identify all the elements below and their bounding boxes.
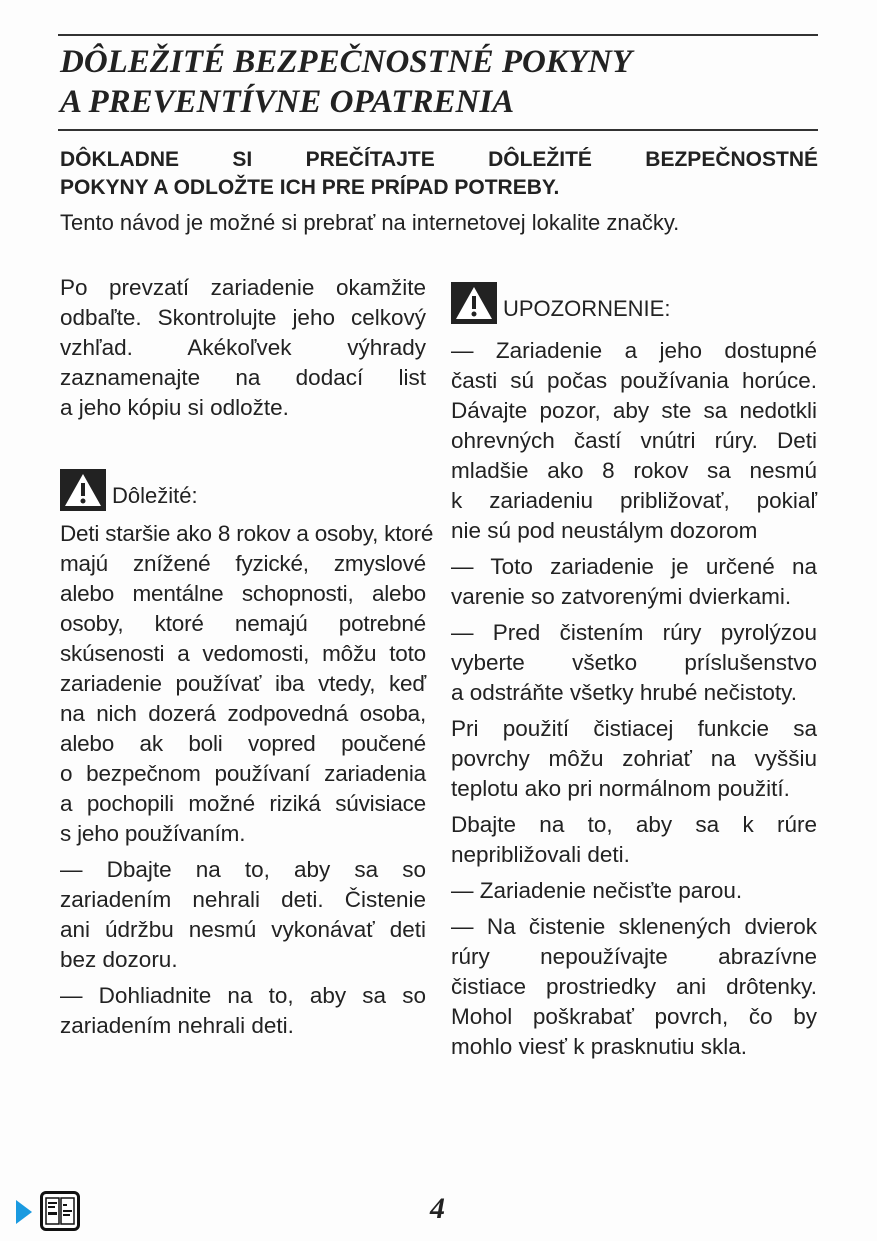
heading-line1: DÔKLADNE SI PREČÍTAJTE DÔLEŽITÉ BEZPEČNOSTNÉ — [60, 148, 818, 171]
text-line: zariadenie používať iba vtedy, keď — [60, 671, 426, 696]
text-line: ani údržbu nesmú vykonávať deti — [60, 917, 426, 942]
page-title-line1: DÔLEŽITÉ BEZPEČNOSTNÉ POKYNY — [60, 44, 633, 80]
text-line: a odstráňte všetky hrubé nečistoty. — [451, 680, 798, 705]
text-line: nie sú pod neustálym dozorom — [451, 518, 758, 543]
warning-icon — [451, 282, 497, 324]
text-line: časti sú počas používania horúce. — [451, 368, 817, 393]
important-label: Dôležité: — [112, 483, 198, 508]
text-line: — Toto zariadenie je určené na — [451, 554, 817, 579]
text-line: teplotu ako pri normálnom použití. — [451, 776, 790, 801]
text-line: vyberte všetko príslušenstvo — [451, 650, 817, 675]
text-line: majú znížené fyzické, zmyslové — [60, 551, 426, 576]
paragraph-unpack — [60, 273, 426, 423]
text-line: mladšie ako 8 rokov sa nesmú — [451, 458, 817, 483]
text-line: osoby, ktoré nemajú potrebné — [60, 611, 426, 636]
page-title-line2: A PREVENTÍVNE OPATRENIA — [60, 84, 515, 120]
text-line: zaznamenajte na dodací list — [60, 365, 426, 390]
text-line: alebo mentálne schopnosti, alebo — [60, 581, 426, 606]
paragraph — [451, 912, 817, 1062]
text-line: ohrevných častí vnútri rúry. Deti — [451, 428, 817, 453]
page-number: 4 — [430, 1192, 445, 1225]
paragraph-supervision — [60, 855, 426, 975]
text-line: Po prevzatí zariadenie okamžite — [60, 275, 426, 300]
text-line: Pri použití čistiacej funkcie sa — [451, 716, 817, 741]
text-line: Deti staršie ako 8 rokov a osoby, ktoré — [60, 521, 434, 546]
text-line: nepribližovali deti. — [451, 842, 630, 867]
heading-line2: POKYNY A ODLOŽTE ICH PRE PRÍPAD POTREBY. — [60, 176, 560, 199]
paragraph-children — [60, 519, 434, 849]
text-line: s jeho používaním. — [60, 821, 246, 846]
caution-warning — [451, 282, 817, 324]
text-line: odbaľte. Skontrolujte jeho celkový — [60, 305, 426, 330]
text-line: zariadením nehrali deti. Čistenie — [60, 887, 426, 912]
right-column — [451, 282, 817, 1068]
text-line: skúsenosti a vedomosti, môžu toto — [60, 641, 426, 666]
text-line: bez dozoru. — [60, 947, 178, 972]
paragraph — [451, 810, 817, 870]
text-line: a jeho kópiu si odložte. — [60, 395, 289, 420]
text-line: čistiace prostriedky ani drôtenky. — [451, 974, 817, 999]
text-line: mohlo viesť k prasknutiu skla. — [451, 1034, 748, 1059]
text-line: rúry nepoužívajte abrazívne — [451, 944, 817, 969]
next-arrow-icon[interactable] — [16, 1200, 32, 1224]
intro-text: Tento návod je možné si prebrať na internetovej lokalite značky. — [60, 210, 680, 235]
left-column — [60, 273, 434, 1047]
paragraph — [451, 336, 817, 546]
text-line: — Na čistenie sklenených dvierok — [451, 914, 817, 939]
title-rule — [58, 129, 818, 131]
text-line: — Zariadenie nečisťte parou. — [451, 878, 743, 903]
text-line: — Pred čistením rúry pyrolýzou — [451, 620, 817, 645]
paragraph — [451, 552, 817, 612]
warning-icon — [60, 469, 106, 511]
text-line: o bezpečnom používaní zariadenia — [60, 761, 426, 786]
text-line: Dávajte pozor, aby ste sa nedotkli — [451, 398, 817, 423]
top-rule — [58, 34, 818, 36]
important-warning — [60, 469, 426, 511]
text-line: Dbajte na to, aby sa k rúre — [451, 812, 817, 837]
text-line: povrchy môžu zohriať na vyššiu — [451, 746, 817, 771]
text-line: zariadením nehrali deti. — [60, 1013, 294, 1038]
paragraph-children-play — [60, 981, 426, 1041]
text-line: varenie so zatvorenými dvierkami. — [451, 584, 792, 609]
text-line: a pochopili možné riziká súvisiace — [60, 791, 426, 816]
text-line: vzhľad. Akékoľvek výhrady — [60, 335, 426, 360]
text-line: — Dbajte na to, aby sa so — [60, 857, 426, 882]
paragraph — [451, 714, 817, 804]
paragraph — [451, 618, 817, 708]
text-line: — Dohliadnite na to, aby sa so — [60, 983, 426, 1008]
caution-label: UPOZORNENIE: — [503, 296, 671, 321]
text-line: — Zariadenie a jeho dostupné — [451, 338, 817, 363]
text-line: Mohol poškrabať povrch, čo by — [451, 1004, 817, 1029]
manual-book-icon[interactable] — [40, 1191, 80, 1231]
text-line: na nich dozerá zodpovedná osoba, — [60, 701, 426, 726]
text-line: alebo ak boli vopred poučené — [60, 731, 426, 756]
text-line: k zariadeniu približovať, pokiaľ — [451, 488, 817, 513]
paragraph — [451, 876, 817, 906]
